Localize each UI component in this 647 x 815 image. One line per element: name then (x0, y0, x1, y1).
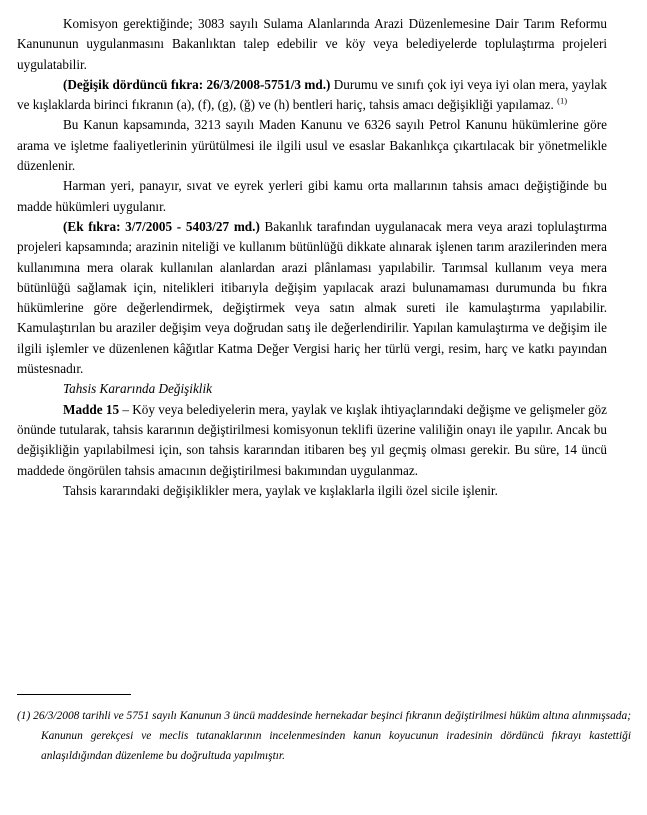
amendment-label: (Değişik dördüncü fıkra: 26/3/2008-5751/3 md.) (63, 76, 331, 92)
footnote-divider (17, 694, 131, 695)
paragraph-5-text: Bakanlık tarafından uygulanacak mera veya arazi toplulaştırma projeleri kapsamında; arazinin niteliği ve kullanım bütünlüğü dikkate alınarak işlenen tarım arazilerinden mera kullanımına mera olarak kullanılan alanlardan arazi plânlaması yapılabilir. Tarımsal kullanım veya mera bütünlüğü sağlamak için, nitelikleri itibarıyla değişim yapılacak arazi bulunamaması durumunda bu fıkra hükümlerine göre değerlendirmek, değiştirmek veya satın almak sureti ile kamulaştırma yapılabilir. Kamulaştırılan bu araziler değişim veya doğrudan satış ile değerlendirilir. Yapılan kamulaştırma ve değişim ile ilgili işlemler ve düzenlenen kâğıtlar Katma Değer Vergisi hariç her türlü vergi, resim, harç ve katkı payından müstesnadır. (17, 218, 607, 377)
footnote: (1) 26/3/2008 tarihli ve 5751 sayılı Kanunun 3 üncü maddesinde hernekadar beşinci fıkranın değiştirilmesi hüküm altına alınmışsada; Kanunun gerekçesi ve meclis tutanaklarının incelenmesinden kanun koyucunun iradesinin dördüncü fıkrayı kastettiği anlaşıldığından düzenleme bu doğrultuda yapılmıştır. (17, 710, 631, 763)
addition-label: (Ek fıkra: 3/7/2005 - 5403/27 md.) (63, 218, 260, 234)
paragraph-3: Bu Kanun kapsamında, 3213 sayılı Maden Kanunu ve 6326 sayılı Petrol Kanunu hükümlerine göre arama ve işletme faaliyetlerinin yürütülmesi ile ilgili usul ve esaslar Bakanlıkça çıkartılacak bir yönetmelikle düzenlenir. (17, 117, 607, 174)
paragraph-6-text: – Köy veya belediyelerin mera, yaylak ve kışlak ihtiyaçlarındaki değişme ve gelişmeler göz önünde tutularak, tahsis kararının değiştirilmesi komisyonun teklifi üzerine valiliğin onayı ile yapılır. Ancak bu değişikliğin yapılabilmesi için, son tahsis kararından itibaren beş yıl geçmiş olması gerekir. Bu süre, 14 üncü maddede öngörülen tahsis amacının değiştirilmesi bakımından uygulanmaz. (17, 401, 608, 478)
paragraph-2 (17, 75, 607, 116)
document-body (17, 14, 607, 501)
paragraph-5 (17, 217, 607, 379)
section-heading: Tahsis Kararında Değişiklik (63, 381, 212, 397)
footnote-reference[interactable]: (1) (557, 95, 568, 106)
paragraph-1: Komisyon gerektiğinde; 3083 sayılı Sulama Alanlarında Arazi Düzenlemesine Dair Tarım Reformu Kanununun uygulanmasını Bakanlıktan talep edebilir ve köy veya belediyelerde toplulaştırma projeleri uygulatabilir. (17, 16, 607, 72)
paragraph-2-text: Durumu ve sınıfı çok iyi veya iyi olan mera, yaylak ve kışlaklarda birinci fıkranın (a), (f), (g), (ğ) ve (h) bentleri hariç, tahsis amacı değişikliği yapılamaz. (17, 76, 608, 113)
paragraph-7: Tahsis kararındaki değişiklikler mera, yaylak ve kışlaklarla ilgili özel sicile işlenir. (63, 482, 498, 498)
article-label: Madde 15 (63, 401, 120, 417)
paragraph-6 (17, 400, 607, 481)
paragraph-4: Harman yeri, panayır, sıvat ve eyrek yerleri gibi kamu orta mallarının tahsis amacı değiştiğinde bu madde hükümleri uygulanır. (17, 178, 607, 214)
